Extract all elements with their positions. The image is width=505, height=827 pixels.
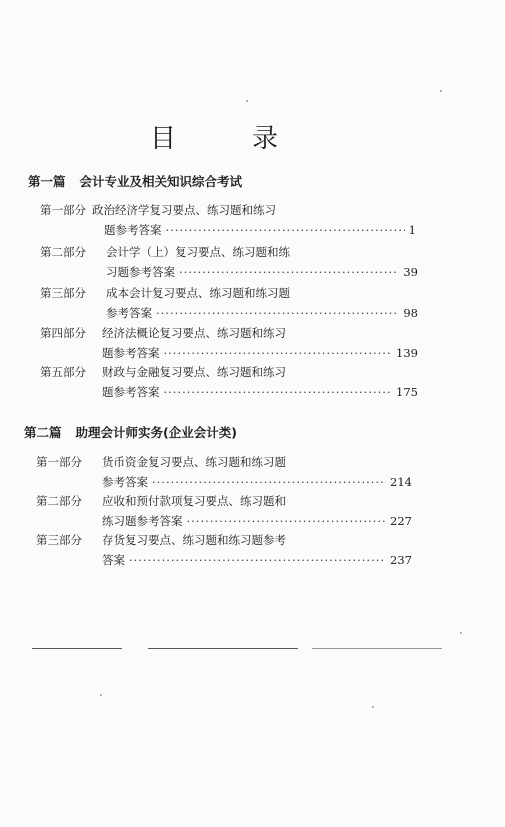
entry-part-label: 第二部分 xyxy=(40,245,86,259)
entry-page-number: 214 xyxy=(390,475,412,489)
entry-title-continued: 习题参考答案 xyxy=(106,265,175,279)
entry-page-number: 139 xyxy=(396,346,418,360)
dot-leader xyxy=(129,550,386,570)
entry-part-label: 第二部分 xyxy=(36,494,82,508)
entry-title-continued: 答案 xyxy=(102,553,125,567)
entry-part-label: 第四部分 xyxy=(40,326,86,340)
entry-title: 经济法概论复习要点、练习题和练习 xyxy=(102,326,286,340)
entry-page-number: 175 xyxy=(396,385,418,399)
section-label: 第二篇 xyxy=(24,425,62,440)
entry-page-number: 1 xyxy=(408,223,416,237)
entry-title: 财政与金融复习要点、练习题和练习 xyxy=(102,365,286,379)
entry-leader-line xyxy=(102,511,412,531)
dot-leader xyxy=(166,220,405,240)
toc-title-char-1: 目 xyxy=(150,124,179,154)
toc-title-char-2: 录 xyxy=(251,124,280,154)
scan-speck xyxy=(246,100,248,102)
section-title: 助理会计师实务(企业会计类) xyxy=(75,425,237,440)
dot-leader xyxy=(164,382,393,402)
entry-leader-line xyxy=(102,382,418,402)
entry-leader-line xyxy=(106,303,418,323)
entry-title-continued: 题参考答案 xyxy=(104,223,162,237)
scan-rule xyxy=(312,648,442,649)
entry-title: 货币资金复习要点、练习题和练习题 xyxy=(102,455,286,469)
entry-title-continued: 题参考答案 xyxy=(102,346,160,360)
section-heading-1 xyxy=(28,172,242,190)
entry-page-number: 39 xyxy=(403,265,418,279)
entry-page-number: 227 xyxy=(390,514,412,528)
dot-leader xyxy=(187,511,387,531)
scan-speck xyxy=(460,632,462,634)
scan-rule xyxy=(148,648,298,649)
scan-rule xyxy=(32,648,122,649)
scan-speck xyxy=(100,694,102,696)
entry-leader-line xyxy=(102,472,412,492)
dot-leader xyxy=(152,472,386,492)
entry-leader-line xyxy=(106,262,418,282)
entry-title: 成本会计复习要点、练习题和练习题 xyxy=(106,286,290,300)
dot-leader xyxy=(156,303,399,323)
toc-title xyxy=(150,118,280,155)
entry-leader-line xyxy=(104,220,416,240)
entry-part-label: 第一部分 xyxy=(36,455,82,469)
section-label: 第一篇 xyxy=(28,174,66,189)
scan-speck xyxy=(372,706,374,708)
entry-title-continued: 参考答案 xyxy=(106,306,152,320)
dot-leader xyxy=(164,343,393,363)
entry-title-continued: 参考答案 xyxy=(102,475,148,489)
entry-title: 会计学（上）复习要点、练习题和练 xyxy=(106,245,290,259)
entry-part-label: 第三部分 xyxy=(36,533,82,547)
entry-leader-line xyxy=(102,343,418,363)
dot-leader xyxy=(179,262,399,282)
entry-page-number: 98 xyxy=(403,306,418,320)
entry-part-label: 第五部分 xyxy=(40,365,86,379)
section-heading-2 xyxy=(24,423,237,441)
entry-title: 应收和预付款项复习要点、练习题和 xyxy=(102,494,286,508)
entry-title-continued: 题参考答案 xyxy=(102,385,160,399)
entry-leader-line xyxy=(102,550,412,570)
entry-title: 存货复习要点、练习题和练习题参考 xyxy=(102,533,286,547)
entry-title: 政治经济学复习要点、练习题和练习 xyxy=(92,203,276,217)
entry-title-continued: 练习题参考答案 xyxy=(102,514,183,528)
entry-page-number: 237 xyxy=(390,553,412,567)
section-title: 会计专业及相关知识综合考试 xyxy=(79,174,243,189)
entry-part-label: 第三部分 xyxy=(40,286,86,300)
entry-part-label: 第一部分 xyxy=(40,203,86,217)
scan-speck xyxy=(440,90,442,92)
